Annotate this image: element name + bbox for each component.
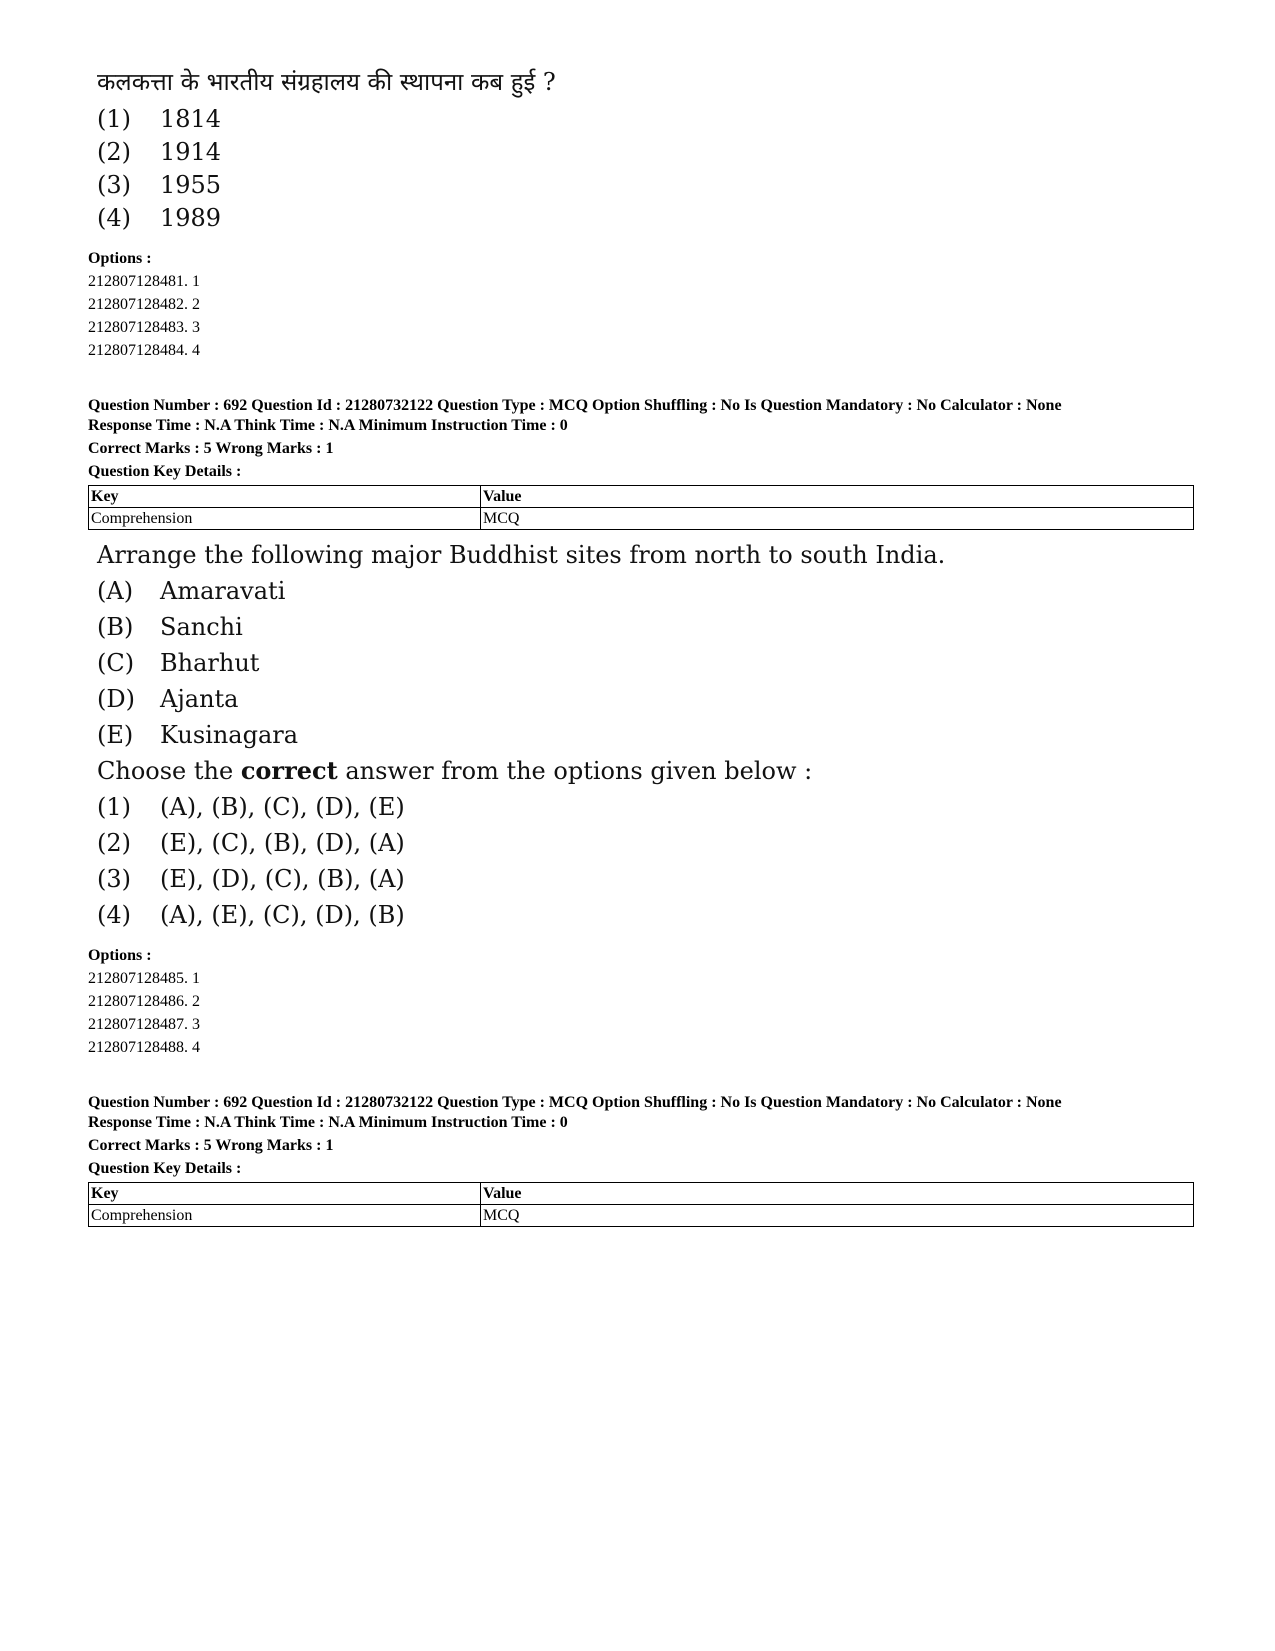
question-2-item [97, 683, 239, 715]
table-cell-key: Comprehension [89, 1205, 481, 1227]
choice-number: (1) [97, 793, 131, 821]
choice-number: (1) [97, 105, 131, 133]
option-id: 212807128487. 3 [88, 1016, 200, 1033]
table-cell-key: Comprehension [89, 508, 481, 530]
choice-number: (2) [97, 829, 131, 857]
choice-number: (3) [97, 171, 131, 199]
question-1-text: कलकत्ता के भारतीय संग्रहालय की स्थापना कब हुई ? [97, 68, 556, 96]
item-text: Amaravati [160, 577, 286, 605]
item-text: Bharhut [160, 649, 260, 677]
table-header-row [89, 1183, 1194, 1205]
choice-text: (A), (E), (C), (D), (B) [160, 901, 405, 929]
option-id: 212807128482. 2 [88, 296, 200, 313]
question-meta-line: Question Number : 692 Question Id : 21280732122 Question Type : MCQ Option Shuffling : No Is Question Mandatory : No Calculator : None [88, 1094, 1062, 1111]
choice-number: (3) [97, 865, 131, 893]
table-header-key: Key [89, 486, 481, 508]
item-text: Ajanta [160, 685, 239, 713]
item-letter: (D) [97, 685, 135, 713]
choice-text: 1955 [160, 171, 222, 199]
table-header-key: Key [89, 1183, 481, 1205]
question-2-item [97, 719, 298, 751]
instruction-emphasis: correct [240, 756, 338, 785]
table-header-row [89, 486, 1194, 508]
question-2-choice [97, 899, 405, 931]
options-label: Options : [88, 250, 152, 267]
question-meta-line: Response Time : N.A Think Time : N.A Minimum Instruction Time : 0 [88, 417, 568, 434]
option-id: 212807128486. 2 [88, 993, 200, 1010]
choose-instruction [97, 755, 812, 787]
item-text: Kusinagara [160, 721, 299, 749]
choice-text: (A), (B), (C), (D), (E) [160, 793, 405, 821]
choice-number: (2) [97, 138, 131, 166]
question-1-choice [97, 103, 221, 135]
instruction-text: Choose the [97, 757, 241, 785]
marks-line: Correct Marks : 5 Wrong Marks : 1 [88, 1137, 334, 1154]
table-cell-value: MCQ [481, 508, 1194, 530]
item-letter: (A) [97, 577, 134, 605]
question-meta-line: Question Number : 692 Question Id : 21280732122 Question Type : MCQ Option Shuffling : No Is Question Mandatory : No Calculator : None [88, 397, 1062, 414]
choice-text: (E), (D), (C), (B), (A) [160, 865, 405, 893]
choice-text: (E), (C), (B), (D), (A) [160, 829, 405, 857]
option-id: 212807128483. 3 [88, 319, 200, 336]
question-2-item [97, 647, 259, 679]
choice-text: 1814 [160, 105, 222, 133]
option-id: 212807128481. 1 [88, 273, 200, 290]
choice-text: 1989 [160, 204, 222, 232]
question-2-item [97, 611, 243, 643]
question-meta-line: Response Time : N.A Think Time : N.A Minimum Instruction Time : 0 [88, 1114, 568, 1131]
table-cell-value: MCQ [481, 1205, 1194, 1227]
item-text: Sanchi [160, 613, 243, 641]
table-row [89, 508, 1194, 530]
key-details-table [88, 485, 1194, 530]
question-1-choice [97, 169, 221, 201]
question-1-choice [97, 202, 221, 234]
question-2-choice [97, 827, 405, 859]
choice-number: (4) [97, 901, 131, 929]
choice-number: (4) [97, 204, 131, 232]
question-2-item [97, 575, 285, 607]
table-header-value: Value [481, 486, 1194, 508]
key-details-label: Question Key Details : [88, 1160, 242, 1177]
key-details-label: Question Key Details : [88, 463, 242, 480]
option-id: 212807128485. 1 [88, 970, 200, 987]
choice-text: 1914 [160, 138, 222, 166]
item-letter: (E) [97, 721, 134, 749]
option-id: 212807128488. 4 [88, 1039, 200, 1056]
question-1-choice [97, 136, 221, 168]
marks-line: Correct Marks : 5 Wrong Marks : 1 [88, 440, 334, 457]
option-id: 212807128484. 4 [88, 342, 200, 359]
options-label: Options : [88, 947, 152, 964]
item-letter: (B) [97, 613, 134, 641]
item-letter: (C) [97, 649, 135, 677]
table-row [89, 1205, 1194, 1227]
question-2-text: Arrange the following major Buddhist sites from north to south India. [97, 541, 946, 569]
key-details-table [88, 1182, 1194, 1227]
question-2-choice [97, 791, 405, 823]
table-header-value: Value [481, 1183, 1194, 1205]
question-2-choice [97, 863, 405, 895]
instruction-text: answer from the options given below : [337, 757, 813, 785]
